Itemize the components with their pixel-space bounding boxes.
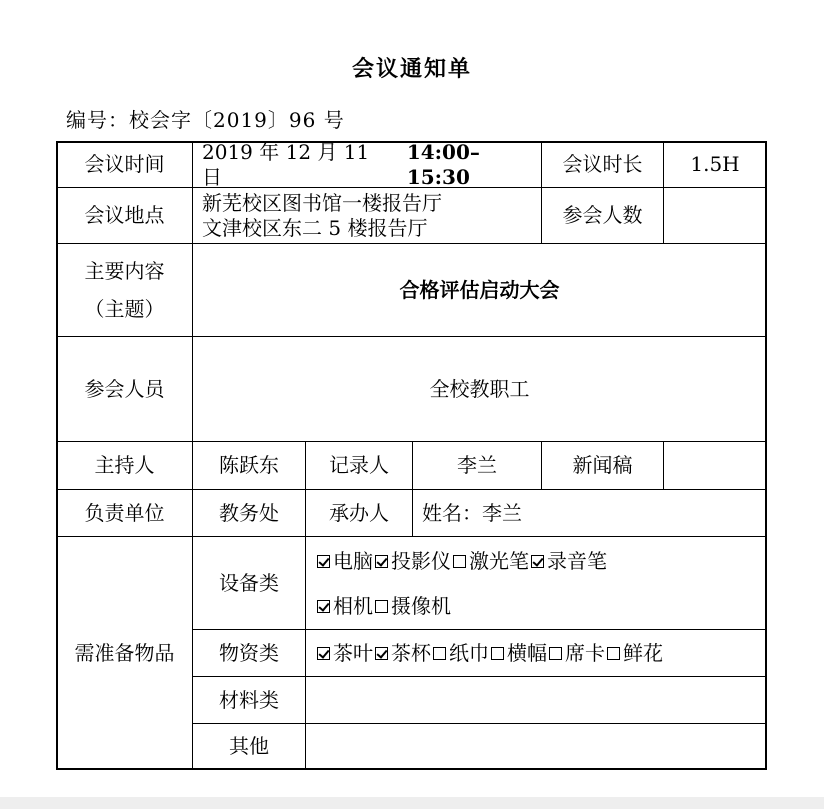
meeting-location-line2: 文津校区东二 5 楼报告厅 bbox=[202, 215, 428, 240]
meeting-time-label: 会议时间 bbox=[56, 141, 193, 188]
checkbox-icon bbox=[491, 647, 504, 660]
host-label: 主持人 bbox=[56, 441, 193, 490]
checkbox-icon bbox=[453, 555, 466, 568]
responsible-unit-label: 负责单位 bbox=[56, 489, 193, 537]
equipment-item[interactable]: 相机 bbox=[315, 594, 373, 619]
equipment-item[interactable]: 录音笔 bbox=[529, 549, 607, 574]
host-value: 陈跃东 bbox=[192, 441, 306, 490]
organizer-label: 承办人 bbox=[305, 489, 413, 537]
meeting-time-value bbox=[192, 141, 542, 188]
meeting-location-value bbox=[192, 187, 542, 244]
materials-item[interactable]: 横幅 bbox=[489, 641, 547, 666]
meeting-location-label: 会议地点 bbox=[56, 187, 193, 244]
attendees-value: 全校教职工 bbox=[192, 336, 767, 442]
materials-item[interactable]: 茶杯 bbox=[373, 641, 431, 666]
materials-checklist bbox=[305, 629, 767, 677]
checkbox-icon bbox=[375, 647, 388, 660]
equipment-item[interactable]: 激光笔 bbox=[451, 549, 529, 574]
main-content-value: 合格评估启动大会 bbox=[192, 243, 767, 337]
materials-item[interactable]: 鲜花 bbox=[605, 641, 663, 666]
equipment-item[interactable]: 摄像机 bbox=[373, 594, 451, 619]
attendees-label: 参会人员 bbox=[56, 336, 193, 442]
materials-item[interactable]: 席卡 bbox=[547, 641, 605, 666]
equipment-checklist bbox=[305, 536, 767, 630]
meeting-time-range: 14:00–15:30 bbox=[406, 139, 480, 189]
main-content-label-line2: （主题） bbox=[84, 297, 165, 321]
checkbox-icon bbox=[375, 600, 388, 613]
checkbox-icon bbox=[317, 600, 330, 613]
supplies-label: 需准备物品 bbox=[56, 536, 193, 770]
materials-item[interactable]: 茶叶 bbox=[315, 641, 373, 666]
form-title: 会议通知单 bbox=[351, 56, 472, 82]
other-label: 其他 bbox=[192, 723, 306, 770]
checkbox-icon bbox=[433, 647, 446, 660]
equipment-item[interactable]: 投影仪 bbox=[373, 549, 451, 574]
attendee-count-label: 参会人数 bbox=[541, 187, 664, 244]
meeting-duration-label: 会议时长 bbox=[541, 141, 664, 188]
press-release-label: 新闻稿 bbox=[541, 441, 664, 490]
documents-label: 材料类 bbox=[192, 676, 306, 724]
press-release-value bbox=[663, 441, 767, 490]
attendee-count-value bbox=[663, 187, 767, 244]
checkbox-icon bbox=[317, 555, 330, 568]
checkbox-icon bbox=[607, 647, 620, 660]
equipment-item[interactable]: 电脑 bbox=[315, 549, 373, 574]
recorder-label: 记录人 bbox=[305, 441, 413, 490]
materials-item[interactable]: 纸巾 bbox=[431, 641, 489, 666]
main-content-label-line1: 主要内容 bbox=[84, 259, 165, 283]
materials-label: 物资类 bbox=[192, 629, 306, 677]
checkbox-icon bbox=[375, 555, 388, 568]
other-value bbox=[305, 723, 767, 770]
main-content-label bbox=[56, 243, 193, 337]
responsible-unit-value: 教务处 bbox=[192, 489, 306, 537]
document-number: 编号：校会字〔2019〕96 号 bbox=[66, 108, 345, 132]
page-bottom-strip bbox=[0, 797, 824, 809]
equipment-label: 设备类 bbox=[192, 536, 306, 630]
meeting-location-line1: 新芜校区图书馆一楼报告厅 bbox=[202, 190, 442, 215]
organizer-value: 姓名：李兰 bbox=[412, 489, 767, 537]
checkbox-icon bbox=[549, 647, 562, 660]
documents-value bbox=[305, 676, 767, 724]
checkbox-icon bbox=[531, 555, 544, 568]
checkbox-icon bbox=[317, 647, 330, 660]
meeting-date: 2019 年 12 月 11 日 bbox=[202, 139, 370, 189]
meeting-duration-value: 1.5H bbox=[663, 141, 767, 188]
recorder-value: 李兰 bbox=[412, 441, 542, 490]
